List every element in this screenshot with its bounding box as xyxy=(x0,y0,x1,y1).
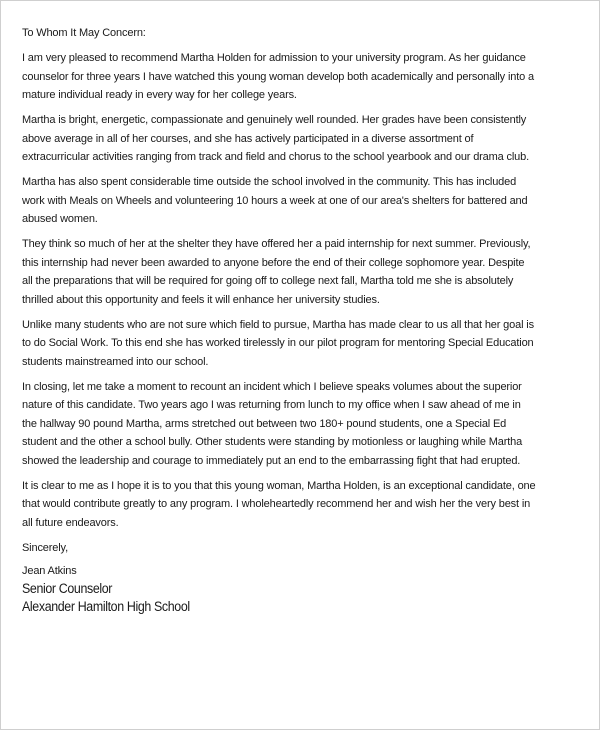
paragraph-line: work with Meals on Wheels and volunteering 10 hours a week at one of our area's shelters for battered and xyxy=(22,194,528,207)
letter-body xyxy=(22,24,582,616)
paragraph-line: all the preparations that will be required for going off to college next fall, Martha told me she is absolutely xyxy=(22,275,514,287)
paragraph-line: showed the leadership and courage to immediately put an end to the embarrassing fight that had erupted. xyxy=(22,454,521,467)
signer-name: Jean Atkins xyxy=(22,565,77,577)
paragraph-line: In closing, let me take a moment to recount an incident which I believe speaks volumes about the superior xyxy=(22,380,522,393)
paragraph-line: It is clear to me as I hope it is to you that this young woman, Martha Holden, is an exceptional candidate, one xyxy=(22,479,536,492)
paragraph-line: counselor for three years I have watched this young woman develop both academically and personally into a xyxy=(22,70,534,83)
paragraph-line: extracurricular activities ranging from track and field and chorus to the school yearbook and our drama club. xyxy=(22,151,530,163)
paragraph xyxy=(22,173,582,229)
paragraph-line: that would contribute greatly to any program. I wholeheartedly recommend her and wish her the very best in xyxy=(22,498,531,510)
paragraph-line: They think so much of her at the shelter they have offered her a paid internship for next summer. Previously, xyxy=(22,238,531,250)
paragraph-line: abused women. xyxy=(22,213,98,225)
paragraph-line: to do Social Work. To this end she has worked tirelessly in our pilot program for mentoring Special Education xyxy=(22,337,534,349)
paragraph-line: nature of this candidate. Two years ago I was returning from lunch to my office when I saw ahead of me in xyxy=(22,399,521,411)
paragraph-line: I am very pleased to recommend Martha Holden for admission to your university program. As her guidance xyxy=(22,52,526,64)
paragraph-line: mature individual ready in every way for her college years. xyxy=(22,89,297,101)
paragraph xyxy=(22,235,582,309)
paragraphs xyxy=(22,49,582,532)
paragraph xyxy=(22,111,582,167)
paragraph-line: Martha is bright, energetic, compassionate and genuinely well rounded. Her grades have been consistently xyxy=(22,114,527,126)
paragraph-line: above average in all of her courses, and she has actively participated in a diverse assortment of xyxy=(22,132,474,145)
signer-school: Alexander Hamilton High School xyxy=(22,599,190,614)
paragraph-line: the hallway 90 pound Martha, arms stretched out between two 180+ pound students, one a Special Ed xyxy=(22,417,507,430)
paragraph xyxy=(22,316,582,372)
paragraph-line: Martha has also spent considerable time outside the school involved in the community. This has included xyxy=(22,176,517,188)
paragraph-line: this internship had never been awarded to anyone before the end of their college sophomore year. Despite xyxy=(22,256,525,269)
paragraph-line: students mainstreamed into our school. xyxy=(22,355,209,368)
paragraph-line: all future endeavors. xyxy=(22,516,119,529)
paragraph-line: thrilled about this opportunity and feels it will enhance her university studies. xyxy=(22,293,380,306)
paragraph xyxy=(22,49,582,105)
paragraph xyxy=(22,378,582,471)
paragraph-line: Unlike many students who are not sure which field to pursue, Martha has made clear to us all that her goal is xyxy=(22,318,534,331)
paragraph-line: student and the other a school bully. Other students were standing by motionless or laughing while Martha xyxy=(22,436,523,448)
salutation: To Whom It May Concern: xyxy=(22,27,146,39)
signer-title: Senior Counselor xyxy=(22,581,113,596)
closing: Sincerely, xyxy=(22,541,68,554)
paragraph xyxy=(22,477,582,533)
